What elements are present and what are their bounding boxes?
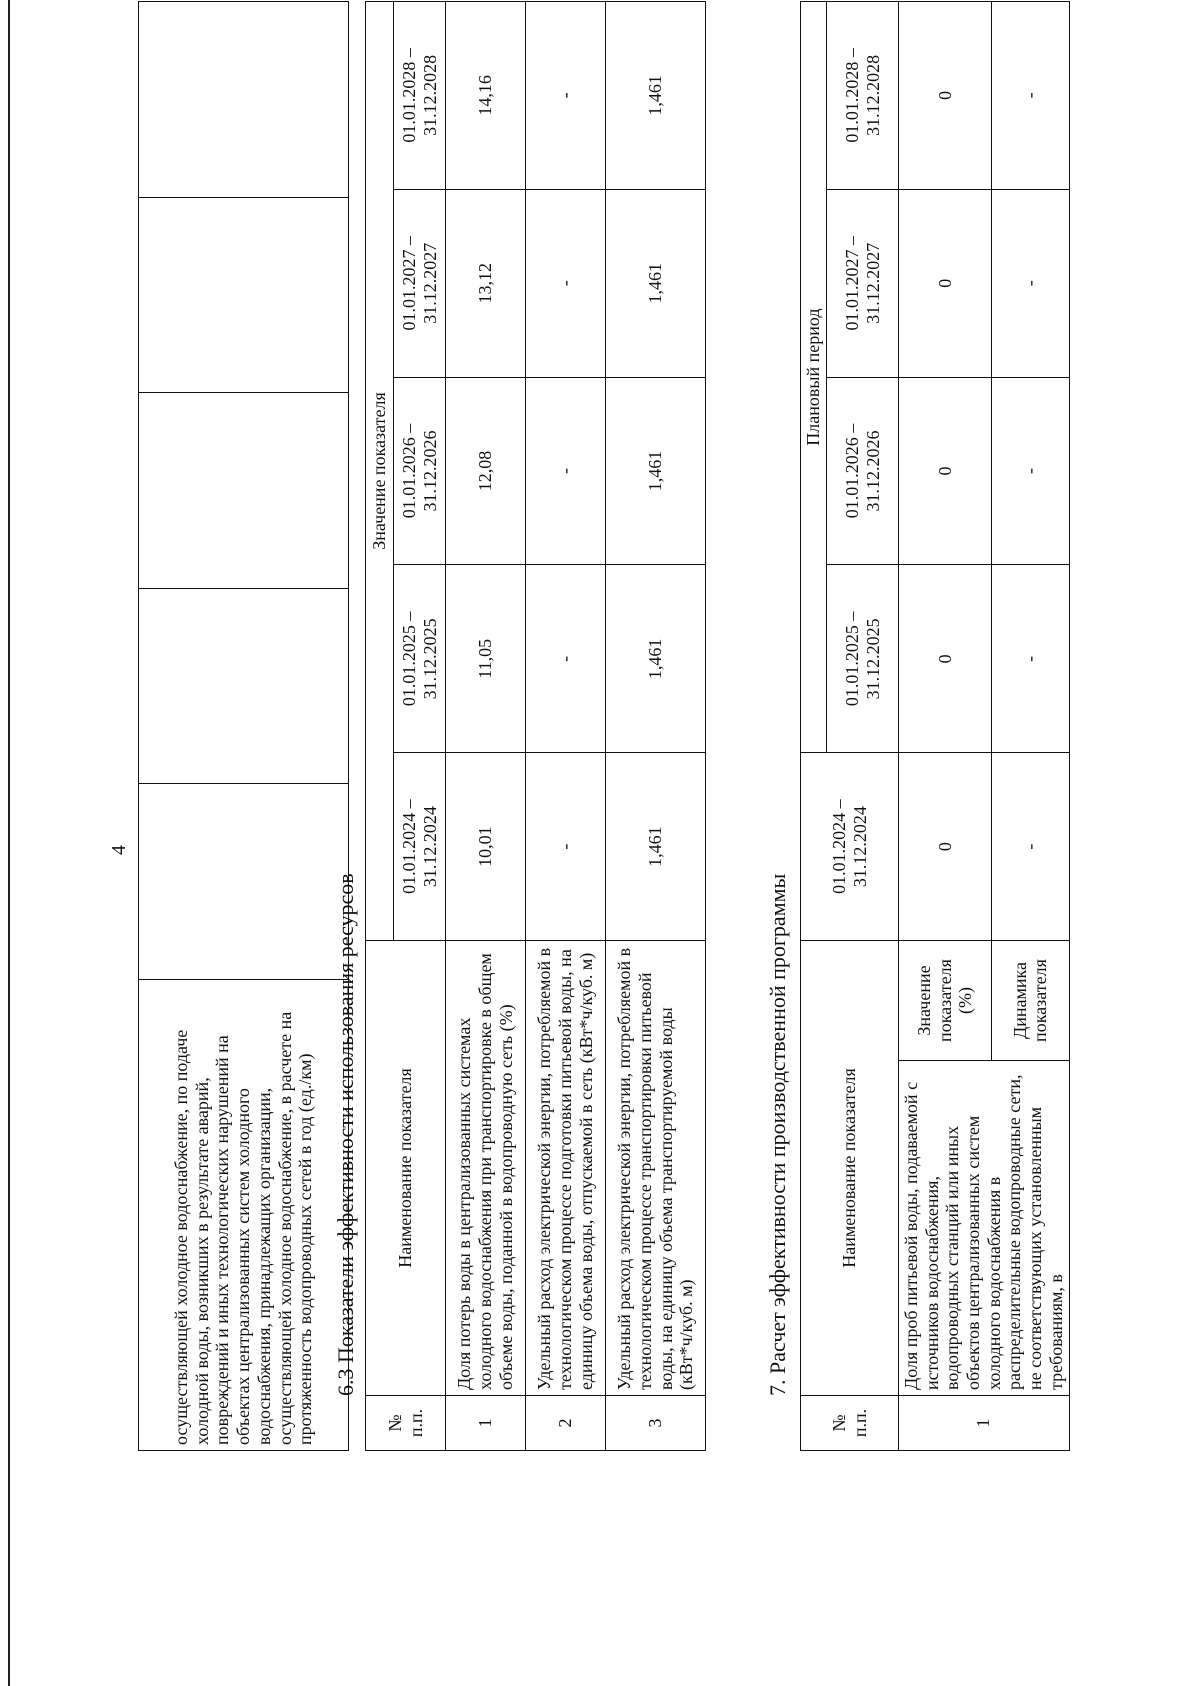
row-num: 2 (526, 1396, 606, 1451)
row-value: 0 (899, 377, 992, 565)
row-value: 10,01 (446, 753, 526, 941)
header-planned: Плановый период (801, 2, 827, 753)
empty-cell (139, 784, 349, 980)
table-row (526, 2, 606, 1451)
header-period: 01.01.2027 – 31.12.2027 (827, 189, 899, 377)
header-period: 01.01.2026 – 31.12.2026 (827, 377, 899, 565)
continuation-text: осуществляющей холодное водоснабжение, по подаче холодной воды, возникших в результате аварий, повреждений и иных технологических нарушений на объектах централизованных систем холодного водоснабжения, принадлежащих организации, осуществляющей холодное водоснабжение, в расчете на протяженность водопроводных сетей в год (ед./км) (139, 980, 349, 1451)
header-num: № п.п. (801, 1396, 899, 1451)
row-value: - (992, 377, 1070, 565)
row-value: 12,08 (446, 377, 526, 565)
header-period: 01.01.2024 – 31.12.2024 (394, 753, 446, 941)
row-name: Доля проб питьевой воды, подаваемой с источников водоснабжения, водопроводных станций или иных объектов централизованных систем холодного водоснабжения в распределительные водопроводные сети, не соответствующих установленным требованиям, в (899, 1061, 1070, 1396)
row-value: - (992, 565, 1070, 753)
header-period: 01.01.2028 – 31.12.2028 (827, 2, 899, 190)
row-value: 1,461 (606, 377, 706, 565)
row-name: Удельный расход электрической энергии, потребляемой в технологическом процессе транспортировки питьевой воды, на единицу объема транспортируемой воды (кВт*ч/куб. м) (606, 941, 706, 1396)
empty-cell (139, 197, 349, 393)
header-period: 01.01.2027 – 31.12.2027 (394, 189, 446, 377)
sub-label: Динамика показателя (992, 941, 1070, 1061)
row-value: 1,461 (606, 565, 706, 753)
program-efficiency-table (800, 1, 1070, 1451)
row-num: 1 (899, 1396, 1070, 1451)
row-value: 0 (899, 565, 992, 753)
row-name: Удельный расход электрической энергии, потребляемой в технологическом процессе подготовки питьевой воды, на единицу объема воды, отпускаемой в сеть (кВт*ч/куб. м) (526, 941, 606, 1396)
header-period: 01.01.2025 – 31.12.2025 (827, 565, 899, 753)
row-value: 14,16 (446, 2, 526, 190)
header-name: Наименование показателя (366, 941, 446, 1396)
row-value: 11,05 (446, 565, 526, 753)
table-row (606, 2, 706, 1451)
sub-label: Значение показателя (%) (899, 941, 992, 1061)
header-num: № п.п. (366, 1396, 446, 1451)
header-period: 01.01.2024 – 31.12.2024 (801, 753, 899, 941)
row-value: - (526, 565, 606, 753)
table-row (446, 2, 526, 1451)
row-value: - (992, 189, 1070, 377)
row-value: - (526, 377, 606, 565)
row-value: - (992, 2, 1070, 190)
continuation-table (138, 1, 349, 1451)
empty-cell (139, 588, 349, 784)
page-number: 4 (108, 845, 130, 855)
row-value: 0 (899, 753, 992, 941)
row-value: 1,461 (606, 753, 706, 941)
row-value: - (992, 753, 1070, 941)
table-row (899, 2, 992, 1451)
header-name: Наименование показателя (801, 941, 899, 1396)
row-value: 0 (899, 2, 992, 190)
row-value: - (526, 753, 606, 941)
header-value: Значение показателя (366, 2, 394, 941)
row-name: Доля потерь воды в централизованных системах холодного водоснабжения при транспортировке в общем объеме воды, поданной в водопроводную сеть (%) (446, 941, 526, 1396)
section-7-title: 7. Расчет эффективности производственной программы (765, 873, 790, 1396)
row-value: - (526, 2, 606, 190)
row-value: 13,12 (446, 189, 526, 377)
header-period: 01.01.2025 – 31.12.2025 (394, 565, 446, 753)
empty-cell (139, 2, 349, 198)
header-period: 01.01.2028 – 31.12.2028 (394, 2, 446, 190)
section-63-title: 6.3 Показатели эффективности использования ресурсов (333, 873, 358, 1396)
row-value: 1,461 (606, 189, 706, 377)
empty-cell (139, 393, 349, 589)
row-num: 3 (606, 1396, 706, 1451)
row-value: 1,461 (606, 2, 706, 190)
resource-efficiency-table (365, 1, 706, 1451)
row-value: - (526, 189, 606, 377)
row-value: 0 (899, 189, 992, 377)
row-num: 1 (446, 1396, 526, 1451)
header-period: 01.01.2026 – 31.12.2026 (394, 377, 446, 565)
